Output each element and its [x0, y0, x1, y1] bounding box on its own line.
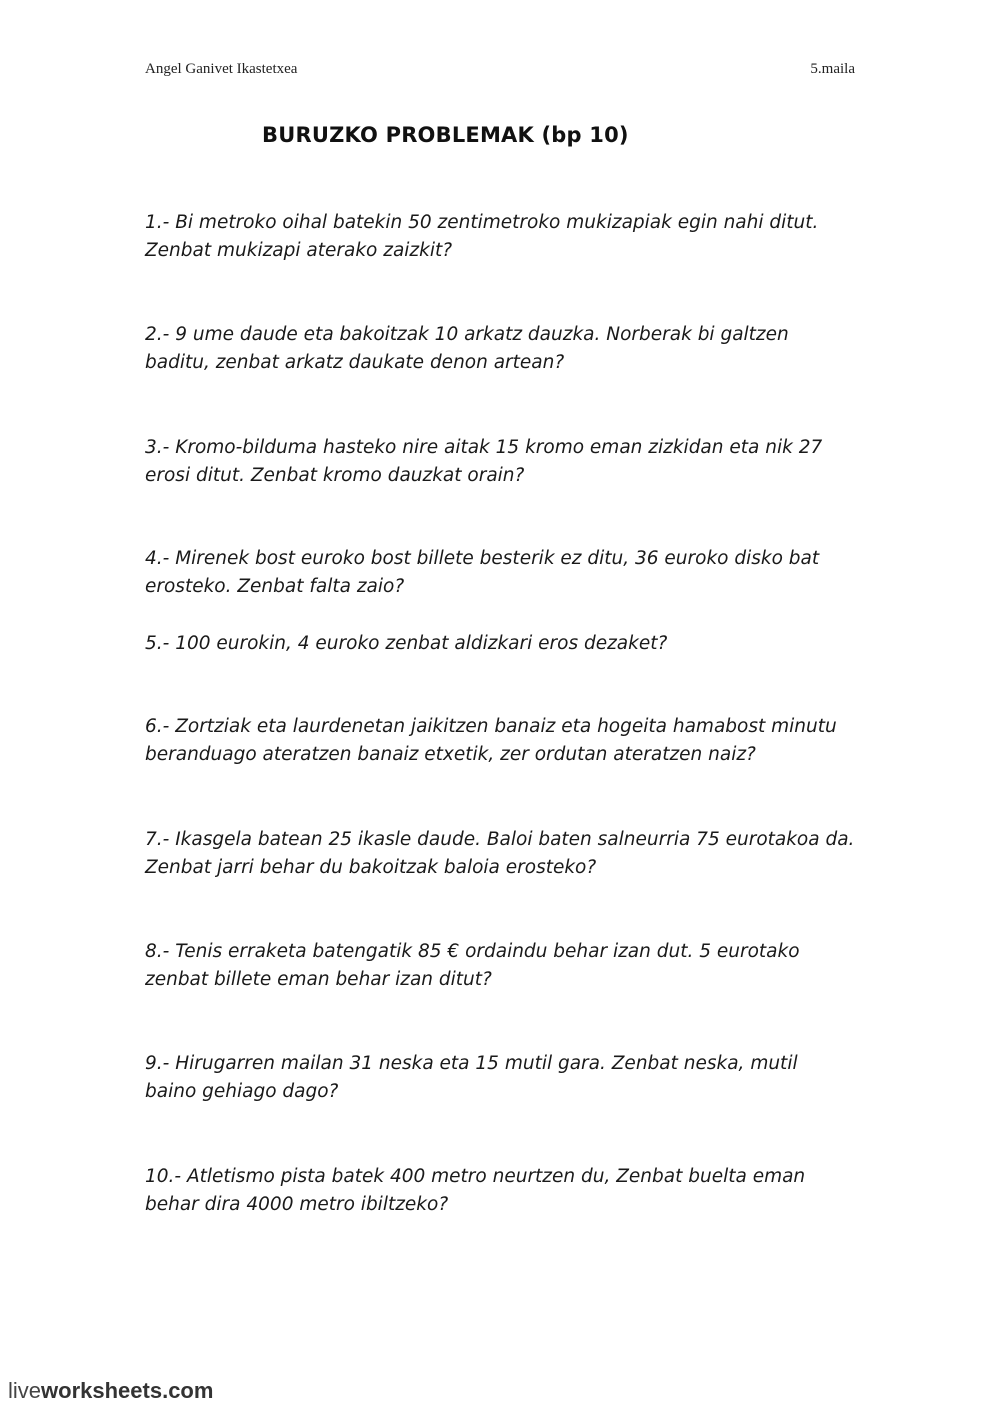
- school-name: Angel Ganivet Ikastetxea: [145, 61, 298, 77]
- problem-line: Zenbat mukizapi aterako zaizkit?: [145, 240, 453, 261]
- problem-5: [145, 630, 865, 658]
- page-title: BURUZKO PROBLEMAK (bp 10): [262, 123, 629, 147]
- problem-6: [145, 713, 865, 769]
- problem-line: 1.- Bi metroko oihal batekin 50 zentimetroko mukizapiak egin nahi ditut.: [145, 212, 819, 233]
- problem-line: 5.- 100 eurokin, 4 euroko zenbat aldizkari eros dezaket?: [145, 633, 668, 654]
- problem-line: 10.- Atletismo pista batek 400 metro neurtzen du, Zenbat buelta eman: [145, 1166, 806, 1187]
- problem-line: 9.- Hirugarren mailan 31 neska eta 15 mutil gara. Zenbat neska, mutil: [145, 1053, 798, 1074]
- problem-line: 7.- Ikasgela batean 25 ikasle daude. Baloi baten salneurria 75 eurotakoa da.: [145, 829, 855, 850]
- problem-line: beranduago ateratzen banaiz etxetik, zer ordutan ateratzen naiz?: [145, 744, 756, 765]
- problem-line: 2.- 9 ume daude eta bakoitzak 10 arkatz dauzka. Norberak bi galtzen: [145, 324, 789, 345]
- problem-line: 3.- Kromo-bilduma hasteko nire aitak 15 kromo eman zizkidan eta nik 27: [145, 437, 823, 458]
- problem-7: [145, 826, 865, 882]
- problem-line: baditu, zenbat arkatz daukate denon artean?: [145, 352, 565, 373]
- problem-line: behar dira 4000 metro ibiltzeko?: [145, 1194, 449, 1215]
- problem-8: [145, 938, 865, 994]
- problem-2: [145, 321, 865, 377]
- problem-9: [145, 1050, 865, 1106]
- problem-1: [145, 209, 865, 265]
- grade-label: 5.maila: [810, 61, 855, 77]
- problem-line: erosteko. Zenbat falta zaio?: [145, 576, 405, 597]
- problem-10: [145, 1163, 865, 1219]
- problem-line: baino gehiago dago?: [145, 1081, 339, 1102]
- problem-line: Zenbat jarri behar du bakoitzak baloia erosteko?: [145, 857, 597, 878]
- problem-line: 6.- Zortziak eta laurdenetan jaikitzen banaiz eta hogeita hamabost minutu: [145, 716, 837, 737]
- problem-line: 8.- Tenis erraketa batengatik 85 € ordaindu behar izan dut. 5 eurotako: [145, 941, 800, 962]
- problem-3: [145, 434, 865, 490]
- liveworksheets-logo: liveworksheets.com: [8, 1378, 214, 1403]
- problem-line: zenbat billete eman behar izan ditut?: [145, 969, 492, 990]
- problem-4: [145, 545, 865, 601]
- problem-line: erosi ditut. Zenbat kromo dauzkat orain?: [145, 465, 525, 486]
- problem-line: 4.- Mirenek bost euroko bost billete besterik ez ditu, 36 euroko disko bat: [145, 548, 820, 569]
